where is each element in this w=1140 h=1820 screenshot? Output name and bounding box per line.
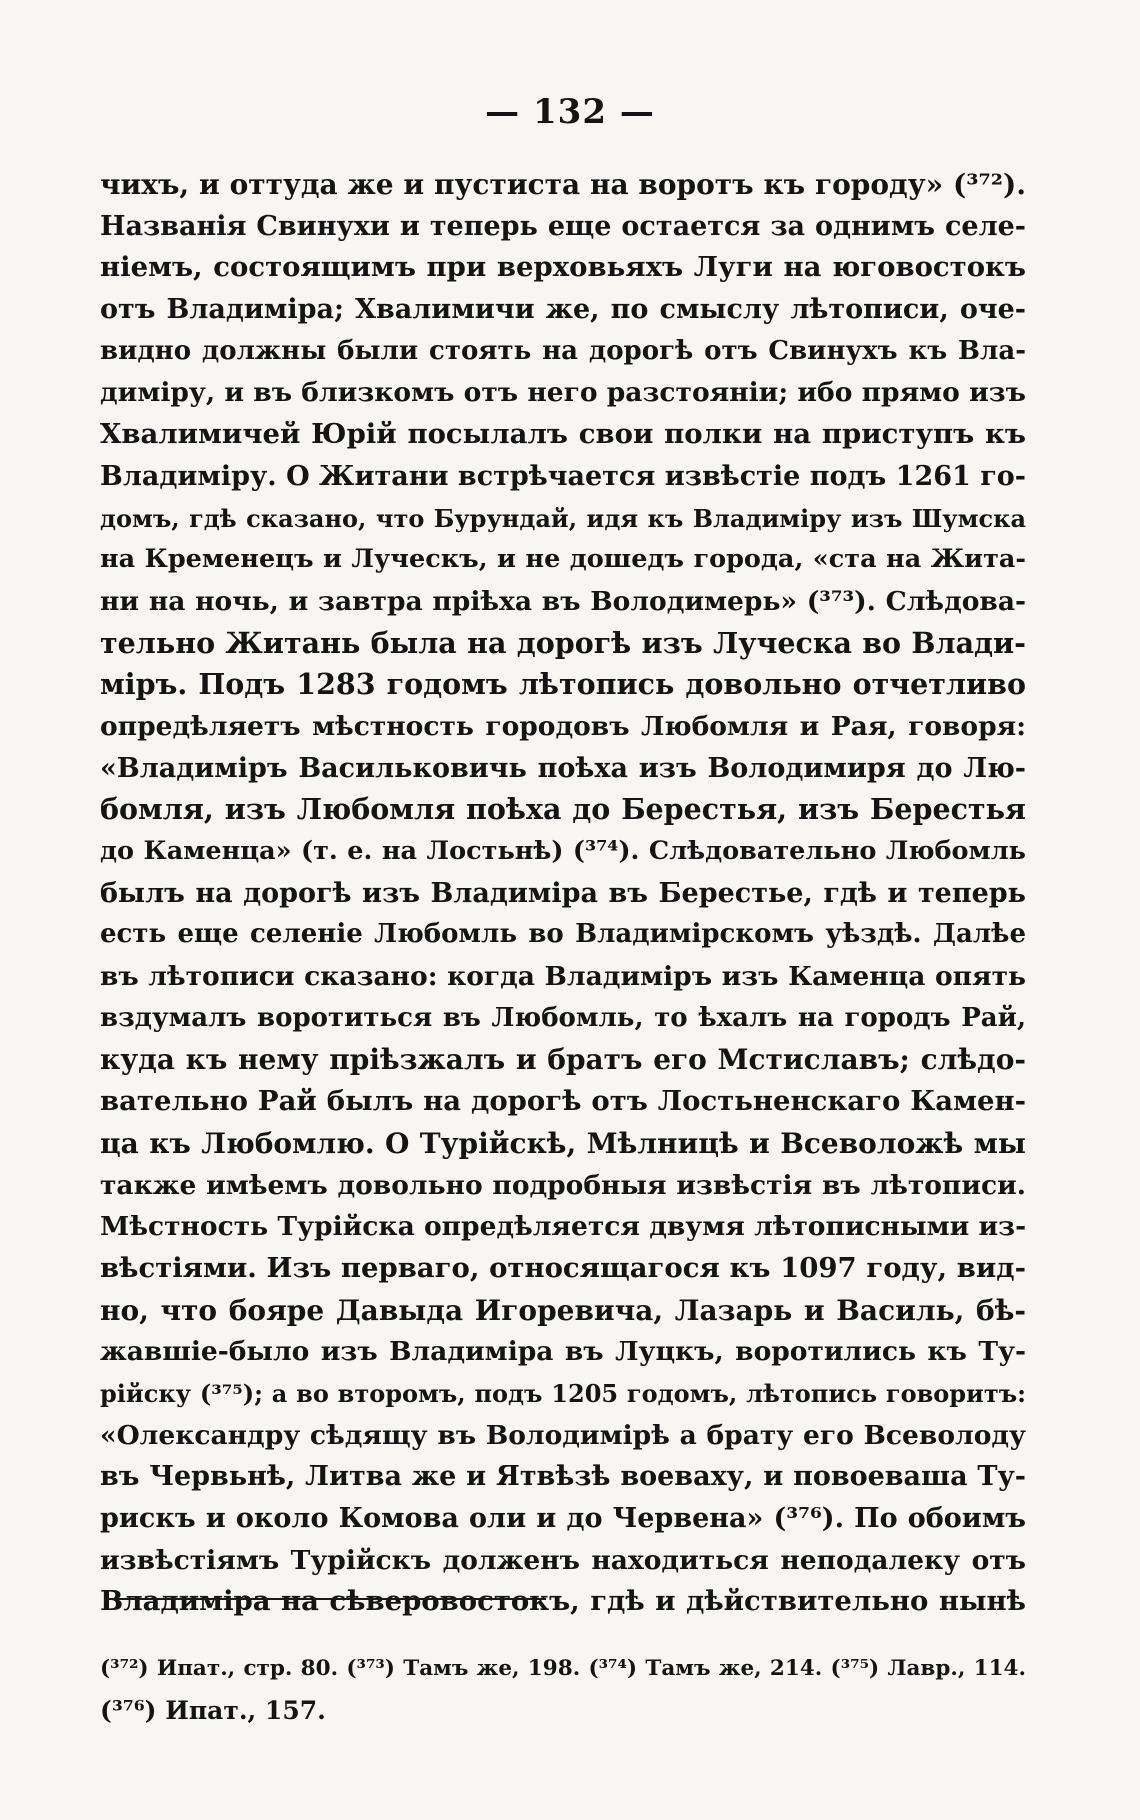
text-line: ніемъ, состоящимъ при верховьяхъ Луги на юговостокъ — [100, 251, 1026, 284]
text-line: жавшіе-было изъ Владиміра въ Луцкъ, воротились къ Ту- — [100, 1336, 1026, 1368]
body-text — [100, 164, 1026, 1623]
text-line: отъ Владиміра; Хвалимичи же, по смыслу лѣтописи, оче- — [100, 294, 1026, 326]
text-line: «Олександру сѣдящу въ Володимірѣ а брату его Всеволоду — [100, 1419, 1026, 1451]
text-line: домъ, гдѣ сказано, что Бурундай, идя къ Владиміру изъ Шумска — [100, 503, 1026, 533]
text-line: въ Червьнѣ, Литва же и Ятвѣзѣ воеваху, и повоеваша Ту- — [100, 1461, 1026, 1493]
text-line: рискъ и около Комова оли и до Червена» (³⁷⁶). По обоимъ — [100, 1503, 1026, 1534]
text-line: Хвалимичей Юрій посылалъ свои полки на приступъ къ — [100, 418, 1026, 451]
text-line: видно должны были стоять на дорогѣ отъ Свинухъ къ Вла- — [100, 335, 1026, 366]
text-line: вѣстіями. Изъ перваго, относящагося къ 1097 году, вид- — [100, 1251, 1026, 1284]
text-line: Мѣстность Турійска опредѣляется двумя лѣтописными из- — [100, 1211, 1027, 1243]
text-line: ца къ Любомлю. О Турійскѣ, Мѣлницѣ и Всеволожѣ мы — [100, 1126, 1026, 1160]
text-line: вздумалъ воротиться въ Любомль, то ѣхалъ на городъ Рай, — [100, 1002, 1026, 1033]
text-line: Владиміра на сѣверовостокъ, гдѣ и дѣйствительно нынѣ — [100, 1585, 1026, 1618]
text-line: на Кременецъ и Луческъ, и не дошедъ города, «ста на Жита- — [100, 544, 1026, 575]
text-line: рійску (³⁷⁵); а во второмъ, подъ 1205 годомъ, лѣтопись говоритъ: — [100, 1378, 1026, 1408]
text-line: также имѣемъ довольно подробныя извѣстія въ лѣтописи. — [100, 1169, 1026, 1201]
text-line: ни на ночь, и завтра пріѣха въ Володимерь» (³⁷³). Слѣдова- — [100, 585, 1026, 617]
footnote-line: (³⁷²) Ипат., стр. 80. (³⁷³) Тамъ же, 198. (³⁷⁴) Тамъ же, 214. (³⁷⁵) Лавр., 114. — [100, 1656, 1026, 1681]
text-line: опредѣляетъ мѣстность городовъ Любомля и Рая, говоря: — [100, 710, 1026, 742]
text-line: но, что бояре Давыда Игоревича, Лазарь и Василь, бѣ- — [100, 1293, 1026, 1327]
text-line: тельно Житань была на дорогѣ изъ Луческа во Влади- — [100, 625, 1026, 660]
text-line: былъ на дорогѣ изъ Владиміра въ Берестье, гдѣ и теперь — [100, 877, 1026, 909]
text-line: до Каменца» (т. е. на Лостьнѣ) (³⁷⁴). Слѣдовательно Любомль — [100, 836, 1026, 866]
text-line: міръ. Подъ 1283 годомъ лѣтопись довольно отчетливо — [100, 667, 1026, 702]
text-line: диміру, и въ близкомъ отъ него разстояніи; ибо прямо изъ — [100, 377, 1026, 409]
text-line: чихъ, и оттуда же и пустиста на воротъ къ городу» (³⁷²). — [100, 168, 1026, 201]
text-line: Названія Свинухи и теперь еще остается за однимъ селе- — [100, 210, 1026, 242]
page-number: — 132 — — [485, 92, 655, 132]
text-line: въ лѣтописи сказано: когда Владиміръ изъ Каменца опять — [100, 961, 1026, 993]
text-line: куда къ нему пріѣзжалъ и братъ его Мстиславъ; слѣдо- — [100, 1043, 1026, 1077]
text-line: есть еще селеніе Любомль во Владимірскомъ уѣздѣ. Далѣе — [100, 919, 1026, 950]
footnotes — [100, 1648, 1026, 1732]
text-line: Владиміру. О Житани встрѣчается извѣстіе подъ 1261 го- — [100, 460, 1026, 492]
footnote-divider — [104, 1598, 546, 1600]
text-line: извѣстіямъ Турійскъ долженъ находиться неподалеку отъ — [100, 1544, 1026, 1576]
text-line: «Владиміръ Васильковичь поѣха изъ Володимиря до Лю- — [100, 752, 1026, 784]
text-line: бомля, изъ Любомля поѣха до Берестья, изъ Берестья — [100, 792, 1026, 827]
text-line: вательно Рай былъ на дорогѣ отъ Лостьненскаго Камен- — [100, 1085, 1026, 1118]
footnote-line: (³⁷⁶) Ипат., 157. — [100, 1696, 326, 1725]
